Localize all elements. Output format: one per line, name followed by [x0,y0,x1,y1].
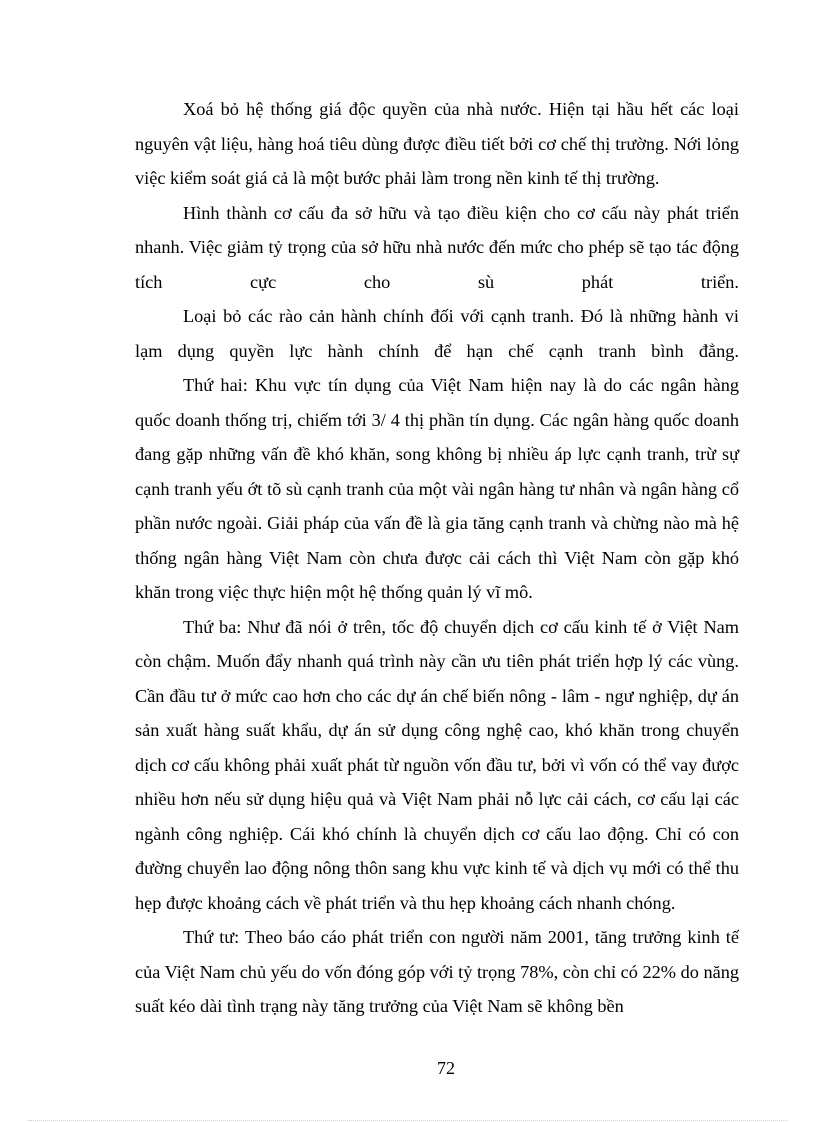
paragraph-economic-restructuring: Thứ ba: Như đã nói ở trên, tốc độ chuyển dịch cơ cấu kinh tế ở Việt Nam còn chậm. Muốn đẩy nhanh quá trình này cần ưu tiên phát triển hợp lý các vùng. Cần đầu tư ở mức cao hơn cho các dự án chế biến nông - lâm - ngư nghiệp, dự án sản xuất hàng suất khẩu, dự án sử dụng công nghệ cao, khó khăn trong chuyển dịch cơ cấu không phải xuất phát từ nguồn vốn đầu tư, bởi vì vốn có thể vay được nhiều hơn nếu sử dụng hiệu quả và Việt Nam phải nỗ lực cải cách, cơ cấu lại các ngành công nghiệp. Cái khó chính là chuyển dịch cơ cấu lao động. Chỉ có con đường chuyển lao động nông thôn sang khu vực kinh tế và dịch vụ mới có thể thu hẹp được khoảng cách về phát triển và thu hẹp khoảng cách nhanh chóng. [135,616,739,913]
paragraph-growth-report: Thứ tư: Theo báo cáo phát triển con người năm 2001, tăng trưởng kinh tế của Việt Nam chủ yếu do vốn đóng góp với tỷ trọng 78%, còn chỉ có 22% do năng suất kéo dài tình trạng này tăng trưởng của Việt Nam sẽ không bền [135,927,739,1016]
paragraph-administrative-barriers: Loại bỏ các rào cản hành chính đối với cạnh tranh. Đó là những hành vi lạm dụng quyền lực hành chính để hạn chế cạnh tranh bình đẳng. [135,306,739,361]
page-number: 72 [437,1058,455,1078]
page-bottom-border [28,1120,788,1121]
paragraph-credit-sector: Thứ hai: Khu vực tín dụng của Việt Nam hiện nay là do các ngân hàng quốc doanh thống trị, chiếm tới 3/ 4 thị phần tín dụng. Các ngân hàng quốc doanh đang gặp những vấn đề khó khăn, song không bị nhiều áp lực cạnh tranh, trừ sự cạnh tranh yếu ớt tõ sù cạnh tranh của một vài ngân hàng tư nhân và ngân hàng cổ phần nước ngoài. Giải pháp của vấn đề là gia tăng cạnh tranh và chừng nào mà hệ thống ngân hàng Việt Nam còn chưa được cải cách thì Việt Nam còn gặp khó khăn trong việc thực hiện một hệ thống quản lý vĩ mô. [135,375,739,602]
paragraph-price-monopoly: Xoá bỏ hệ thống giá độc quyền của nhà nước. Hiện tại hầu hết các loại nguyên vật liệu, hàng hoá tiêu dùng được điều tiết bởi cơ chế thị trường. Nới lỏng việc kiểm soát giá cả là một bước phải làm trong nền kinh tế thị trường. [135,99,739,188]
document-body [135,92,739,1024]
paragraph-ownership-structure: Hình thành cơ cấu đa sở hữu và tạo điều kiện cho cơ cấu này phát triển nhanh. Việc giảm tỷ trọng của sở hữu nhà nước đến mức cho phép sẽ tạo tác động tích cực cho sù phát triển. [135,202,739,292]
